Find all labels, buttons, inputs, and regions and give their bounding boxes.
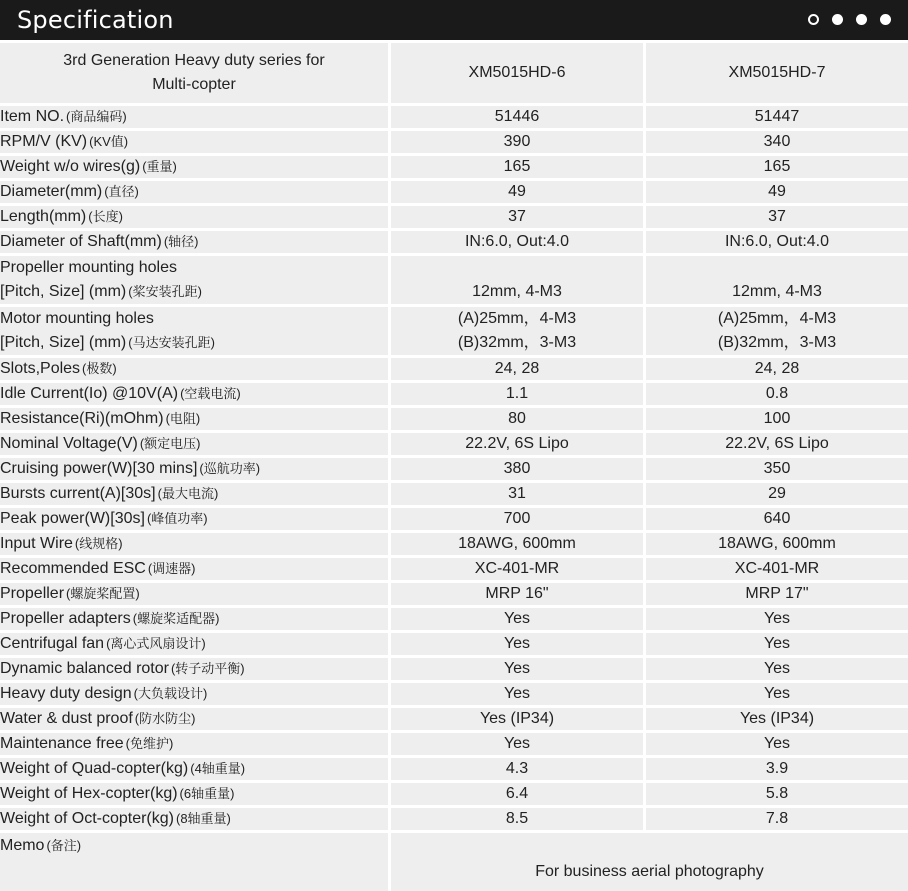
table-row xyxy=(0,655,908,680)
dot-icon[interactable] xyxy=(832,14,843,25)
table-row xyxy=(0,805,908,830)
spec-label-en: Weight of Oct-copter(kg) xyxy=(0,810,174,827)
table-row xyxy=(0,780,908,805)
spec-label-line xyxy=(0,280,388,304)
spec-value: 1.1 xyxy=(388,380,643,405)
dot-icon[interactable] xyxy=(880,14,891,25)
spec-value: 380 xyxy=(388,455,643,480)
spec-label xyxy=(0,178,388,203)
spec-value: 3.9 xyxy=(643,755,908,780)
spec-label xyxy=(0,153,388,178)
spec-value: 22.2V, 6S Lipo xyxy=(643,430,908,455)
spec-value: XC-401-MR xyxy=(643,555,908,580)
table-row xyxy=(0,304,908,355)
memo-value: For business aerial photography xyxy=(388,830,908,891)
spec-label xyxy=(0,680,388,705)
spec-label-cn: (4轴重量) xyxy=(190,761,246,776)
spec-label xyxy=(0,355,388,380)
spec-value: 165 xyxy=(643,153,908,178)
spec-label-cn: (峰值功率) xyxy=(146,511,208,526)
spacer xyxy=(646,256,908,280)
spec-label-en: Diameter of Shaft(mm) xyxy=(0,233,162,250)
spec-value: 31 xyxy=(388,480,643,505)
spec-value-text: (B)32mm，3-M3 xyxy=(457,334,577,351)
spec-value: 7.8 xyxy=(643,805,908,830)
spec-value: Yes xyxy=(388,680,643,705)
spec-label-cn: (离心式风扇设计) xyxy=(106,636,206,651)
spec-label xyxy=(0,755,388,780)
table-row xyxy=(0,203,908,228)
spec-value: Yes xyxy=(643,655,908,680)
spec-label xyxy=(0,655,388,680)
spec-value: MRP 17" xyxy=(643,580,908,605)
table-row xyxy=(0,630,908,655)
spec-label-cn: (KV值) xyxy=(89,134,129,149)
spec-label-en: Propeller mounting holes xyxy=(0,259,177,276)
spec-value: Yes xyxy=(643,680,908,705)
spec-value: 49 xyxy=(643,178,908,203)
spec-value: MRP 16" xyxy=(388,580,643,605)
spec-label xyxy=(0,253,388,304)
spec-value: Yes xyxy=(643,730,908,755)
spec-label-en: RPM/V (KV) xyxy=(0,133,88,150)
table-row xyxy=(0,605,908,630)
spec-label-en: Idle Current(Io) @10V(A) xyxy=(0,385,179,402)
table-row xyxy=(0,430,908,455)
spec-value: 6.4 xyxy=(388,780,643,805)
spec-label xyxy=(0,555,388,580)
table-row xyxy=(0,555,908,580)
section-header xyxy=(0,0,908,40)
spec-label-cn: (6轴重量) xyxy=(179,786,235,801)
spec-value: 8.5 xyxy=(388,805,643,830)
spec-label-en: Heavy duty design xyxy=(0,685,132,702)
spec-label-en: [Pitch, Size] (mm) xyxy=(0,334,127,351)
spec-label-cn: (重量) xyxy=(142,159,177,174)
spec-label-en: Propeller xyxy=(0,585,65,602)
spec-value xyxy=(388,304,643,355)
spec-label-en: Centrifugal fan xyxy=(0,635,105,652)
spec-label-en: Bursts current(A)[30s] xyxy=(0,485,156,502)
spec-value xyxy=(388,253,643,304)
spec-label-en: Recommended ESC xyxy=(0,560,146,577)
spec-label xyxy=(0,580,388,605)
spec-label-cn: (线规格) xyxy=(74,536,123,551)
spec-label-cn: (轴径) xyxy=(163,234,199,249)
table-row xyxy=(0,103,908,128)
spec-label xyxy=(0,228,388,253)
dot-icon[interactable] xyxy=(856,14,867,25)
spec-value: Yes xyxy=(388,655,643,680)
spec-label xyxy=(0,203,388,228)
spec-label-cn: (电阻) xyxy=(165,411,201,426)
spec-label-en: Cruising power(W)[30 mins] xyxy=(0,460,198,477)
spec-label xyxy=(0,780,388,805)
spec-value: 4.3 xyxy=(388,755,643,780)
table-row xyxy=(0,730,908,755)
spec-label-en: Water & dust proof xyxy=(0,710,133,727)
spec-label-cn: (螺旋桨配置) xyxy=(66,586,140,601)
spec-label-en: Maintenance free xyxy=(0,735,124,752)
spec-value: 5.8 xyxy=(643,780,908,805)
spec-value: Yes xyxy=(643,630,908,655)
spec-label-cn: (空载电流) xyxy=(180,386,241,401)
spec-value: 390 xyxy=(388,128,643,153)
spec-value: XC-401-MR xyxy=(388,555,643,580)
spec-label xyxy=(0,480,388,505)
spec-value: 37 xyxy=(643,203,908,228)
spec-value-text: (B)32mm，3-M3 xyxy=(717,334,837,351)
spec-value: Yes xyxy=(388,630,643,655)
spec-label xyxy=(0,405,388,430)
spec-value: 24, 28 xyxy=(388,355,643,380)
carousel-dots xyxy=(808,14,891,26)
spec-label xyxy=(0,605,388,630)
spec-label-cn: (8轴重量) xyxy=(175,811,231,826)
spec-label-cn: (长度) xyxy=(88,209,123,224)
spec-value-text: 12mm, 4-M3 xyxy=(732,283,822,300)
table-row xyxy=(0,128,908,153)
spec-label-en: Diameter(mm) xyxy=(0,183,103,200)
table-row xyxy=(0,530,908,555)
model-header: XM5015HD-7 xyxy=(643,40,908,103)
spec-label-en: Resistance(Ri)(mOhm) xyxy=(0,410,164,427)
spec-value: 350 xyxy=(643,455,908,480)
table-row xyxy=(0,480,908,505)
spec-label-en: Weight of Quad-copter(kg) xyxy=(0,760,189,777)
spec-label xyxy=(0,805,388,830)
spec-label-en: Weight of Hex-copter(kg) xyxy=(0,785,178,802)
spec-label-line xyxy=(0,331,388,355)
spec-value: IN:6.0, Out:4.0 xyxy=(643,228,908,253)
spec-label-cn: (螺旋桨适配器) xyxy=(132,611,220,626)
table-header-row xyxy=(0,40,908,103)
spec-value: 49 xyxy=(388,178,643,203)
spec-value xyxy=(643,304,908,355)
spec-value: 340 xyxy=(643,128,908,153)
spec-label xyxy=(0,380,388,405)
spec-label-cn: (极数) xyxy=(82,361,117,376)
spec-label xyxy=(0,505,388,530)
spec-value: 18AWG, 600mm xyxy=(388,530,643,555)
table-row xyxy=(0,153,908,178)
table-row xyxy=(0,355,908,380)
spec-label xyxy=(0,730,388,755)
spec-value-text: 12mm, 4-M3 xyxy=(472,283,562,300)
spec-value xyxy=(643,253,908,304)
table-row xyxy=(0,505,908,530)
spec-value: 29 xyxy=(643,480,908,505)
spec-label-cn: (巡航功率) xyxy=(199,461,261,476)
spec-label-cn: (大负载设计) xyxy=(133,686,208,701)
series-label: 3rd Generation Heavy duty series for Multi-copter xyxy=(0,40,388,103)
table-row xyxy=(0,455,908,480)
spec-label-cn: (调速器) xyxy=(147,561,196,576)
spec-label xyxy=(0,630,388,655)
table-row xyxy=(0,178,908,203)
spec-value: 100 xyxy=(643,405,908,430)
spec-label xyxy=(0,304,388,355)
spec-label-cn: (最大电流) xyxy=(157,486,219,501)
spec-value: Yes xyxy=(388,605,643,630)
table-row xyxy=(0,380,908,405)
table-row xyxy=(0,705,908,730)
spec-value: 700 xyxy=(388,505,643,530)
spec-value-text: (A)25mm，4-M3 xyxy=(457,310,577,327)
table-row xyxy=(0,680,908,705)
spec-label-cn: (桨安装孔距) xyxy=(128,284,202,299)
spec-label-cn: (直径) xyxy=(104,184,139,199)
spec-label xyxy=(0,530,388,555)
spec-value: 51446 xyxy=(388,103,643,128)
spec-label-cn: (商品编码) xyxy=(66,109,127,124)
spec-label xyxy=(0,705,388,730)
spec-label-cn: (备注) xyxy=(46,838,82,853)
spec-label-cn: (马达安装孔距) xyxy=(128,335,215,350)
spec-label-en: Memo xyxy=(0,837,45,854)
spec-label xyxy=(0,103,388,128)
spec-label-en: Nominal Voltage(V) xyxy=(0,435,138,452)
table-row xyxy=(0,580,908,605)
spec-label-cn: (防水防尘) xyxy=(134,711,196,726)
spec-label-en: Slots,Poles xyxy=(0,360,81,377)
spec-label xyxy=(0,128,388,153)
spec-label-en: Weight w/o wires(g) xyxy=(0,158,141,175)
spec-label-en: Length(mm) xyxy=(0,208,87,225)
spec-label xyxy=(0,455,388,480)
spec-value: Yes (IP34) xyxy=(643,705,908,730)
spec-label xyxy=(0,430,388,455)
spec-value: 18AWG, 600mm xyxy=(643,530,908,555)
spec-label-en: Dynamic balanced rotor xyxy=(0,660,169,677)
spec-value: 0.8 xyxy=(643,380,908,405)
spec-value: 640 xyxy=(643,505,908,530)
spec-label-cn: (免维护) xyxy=(125,736,174,751)
table-row xyxy=(0,228,908,253)
table-row xyxy=(0,253,908,304)
spec-label-en: Peak power(W)[30s] xyxy=(0,510,145,527)
spec-label-en: Input Wire xyxy=(0,535,73,552)
spec-value: 24, 28 xyxy=(643,355,908,380)
spacer xyxy=(391,256,643,280)
table-row xyxy=(0,755,908,780)
spec-value: Yes xyxy=(388,730,643,755)
spec-label-cn: (额定电压) xyxy=(139,436,201,451)
section-title: Specification xyxy=(17,6,174,34)
spec-label-en: [Pitch, Size] (mm) xyxy=(0,283,127,300)
model-header: XM5015HD-6 xyxy=(388,40,643,103)
specification-table xyxy=(0,40,908,891)
spec-value-text: (A)25mm，4-M3 xyxy=(717,310,837,327)
spec-label-en: Item NO. xyxy=(0,108,65,125)
table-row xyxy=(0,405,908,430)
spec-label-en: Propeller adapters xyxy=(0,610,131,627)
spec-value: 51447 xyxy=(643,103,908,128)
spec-value: Yes (IP34) xyxy=(388,705,643,730)
spec-label-cn: (转子动平衡) xyxy=(170,661,245,676)
spec-value: 37 xyxy=(388,203,643,228)
spec-value: IN:6.0, Out:4.0 xyxy=(388,228,643,253)
spec-value: 22.2V, 6S Lipo xyxy=(388,430,643,455)
spec-value: 80 xyxy=(388,405,643,430)
spec-label-en: Motor mounting holes xyxy=(0,310,154,327)
dot-icon[interactable] xyxy=(808,14,819,25)
spec-value: Yes xyxy=(643,605,908,630)
spec-value: 165 xyxy=(388,153,643,178)
